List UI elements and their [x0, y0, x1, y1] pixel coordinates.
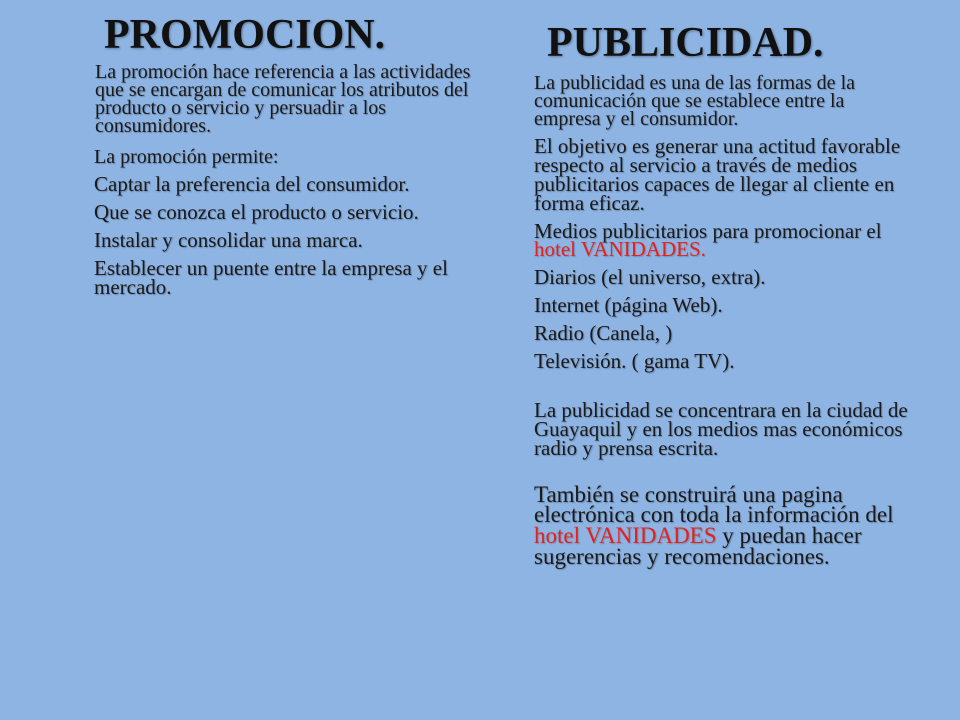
medios-prefix: Medios publicitarios para promocionar el: [534, 218, 882, 243]
medio-item: Televisión. ( gama TV).: [534, 349, 735, 374]
p4-prefix: También se construirá una pagina electrónica con toda la información del: [534, 481, 894, 528]
promocion-column: [94, 61, 474, 299]
publicidad-title: PUBLICIDAD.: [547, 20, 824, 66]
publicidad-paragraph-4: [534, 481, 914, 569]
promocion-item: Instalar y consolidar una marca.: [94, 227, 363, 252]
promocion-item: Captar la preferencia del consumidor.: [94, 172, 410, 196]
publicidad-column: [534, 74, 914, 567]
promocion-intro: La promoción hace referencia a las actividades que se encargan de comunicar los atributos del producto o servicio y persuadir a los consumidores.: [95, 61, 471, 137]
promocion-permite: La promoción permite:: [94, 146, 279, 168]
hotel-name-highlight: hotel VANIDADES.: [534, 237, 706, 262]
medio-item: Diarios (el universo, extra).: [534, 265, 766, 290]
publicidad-paragraph-1: La publicidad es una de las formas de la comunicación que se establece entre la empresa y el consumidor.: [534, 72, 855, 130]
promocion-title: PROMOCION.: [104, 12, 386, 58]
hotel-name-highlight: hotel VANIDADES: [534, 522, 717, 548]
promocion-item: Establecer un puente entre la empresa y el mercado.: [94, 255, 448, 299]
publicidad-paragraph-2: El objetivo es generar una actitud favorable respecto al servicio a través de medios publicitarios capaces de llegar al cliente en forma eficaz.: [534, 134, 901, 215]
publicidad-paragraph-3: La publicidad se concentrara en la ciudad de Guayaquil y en los medios mas económicos radio y prensa escrita.: [534, 397, 908, 460]
medio-item: Radio (Canela, ): [534, 321, 673, 346]
medio-item: Internet (página Web).: [534, 293, 723, 318]
p4-suffix: y puedan hacer sugerencias y recomendaciones.: [534, 522, 862, 569]
publicidad-medios-intro: [534, 218, 914, 262]
promocion-item: Que se conozca el producto o servicio.: [94, 199, 419, 224]
